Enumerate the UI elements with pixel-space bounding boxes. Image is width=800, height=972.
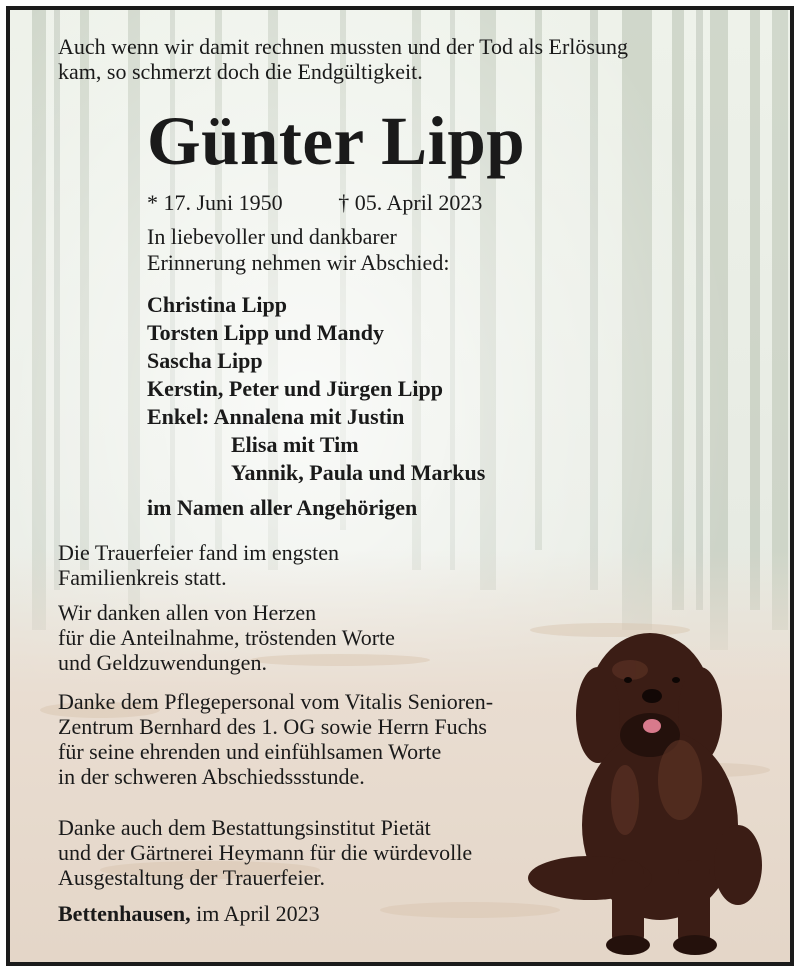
grandchildren-label: Enkel: — [147, 404, 210, 429]
family-member: Kerstin, Peter und Jürgen Lipp — [147, 376, 444, 401]
life-dates — [147, 190, 482, 216]
mourning-text: In liebevoller und dankbarer Erinnerung nehmen wir Abschied: — [147, 224, 450, 275]
family-member: Christina Lipp — [147, 292, 287, 317]
intro-quote: Auch wenn wir damit rechnen mussten und der Tod als Erlösung kam, so schmerzt doch die Endgültigkeit. — [58, 34, 628, 84]
newfoundland-dog-photo — [520, 610, 770, 960]
on-behalf-line: im Namen aller Angehörigen — [147, 495, 418, 520]
birth-date: * 17. Juni 1950 — [147, 190, 283, 215]
death-date: † 05. April 2023 — [338, 190, 483, 215]
family-member: Sascha Lipp — [147, 348, 263, 373]
paragraph-funeral-home: Danke auch dem Bestattungsinstitut Pietät und der Gärtnerei Heymann für die würdevolle Ausgestaltung der Trauerfeier. — [58, 815, 473, 890]
grandchild: Yannik, Paula und Markus — [231, 460, 486, 485]
family-list — [147, 291, 485, 487]
obituary-frame — [6, 6, 794, 966]
paragraph-care-staff: Danke dem Pflegepersonal vom Vitalis Senioren- Zentrum Bernhard des 1. OG sowie Herrn Fuchs für seine ehrenden und einfühlsamen Worte in der schweren Abschiedssstunde. — [58, 689, 494, 789]
place-date: im April 2023 — [196, 901, 320, 926]
family-member: Torsten Lipp und Mandy — [147, 320, 385, 345]
paragraph-thanks: Wir danken allen von Herzen für die Anteilnahme, tröstenden Worte und Geldzuwendungen. — [58, 600, 395, 675]
paragraph-funeral: Die Trauerfeier fand im engsten Familienkreis statt. — [58, 540, 340, 590]
grandchild: Elisa mit Tim — [231, 432, 359, 457]
grandchildren-row — [147, 403, 485, 431]
deceased-name: Günter Lipp — [147, 103, 526, 179]
grandchild: Annalena mit Justin — [213, 404, 405, 429]
place-name: Bettenhausen, — [58, 901, 191, 926]
place-date-line — [58, 901, 320, 927]
